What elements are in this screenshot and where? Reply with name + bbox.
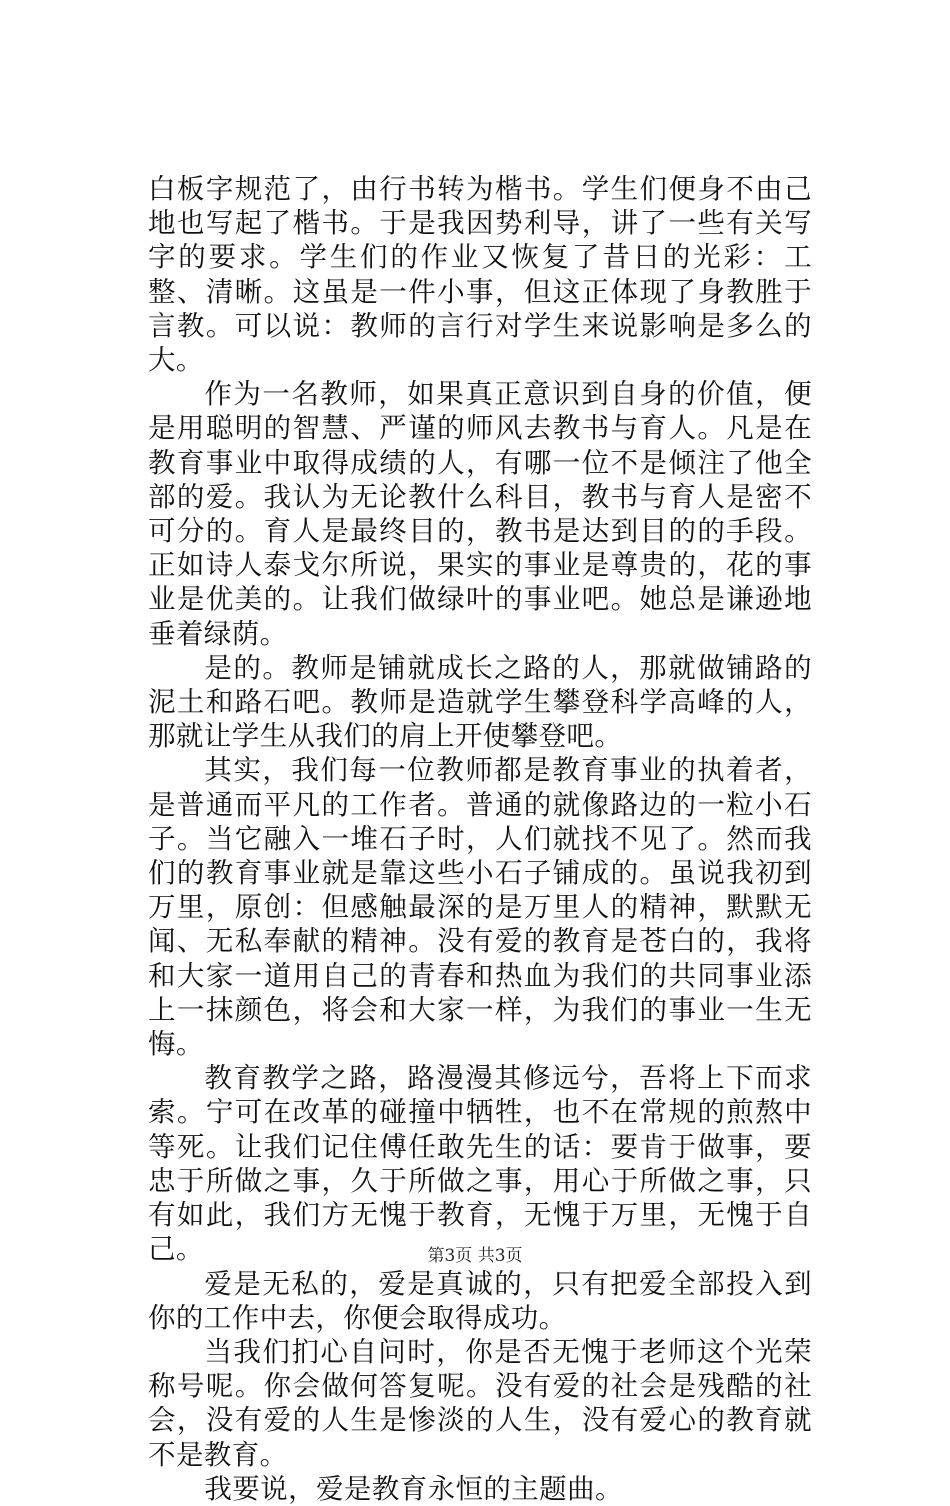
paragraph: 其实，我们每一位教师都是教育事业的执着者，是普通而平凡的工作者。普通的就像路边的一粒小石子。当它融入一堆石子时，人们就找不见了。然而我们的教育事业就是靠这些小石子铺成的。虽说我初到万里，原创：但感触最深的是万里人的精神，默默无闻、无私奉献的精神。没有爱的教育是苍白的，我将和大家一道用自己的青春和热血为我们的共同事业添上一抹颜色，将会和大家一样，为我们的事业一生无悔。 (148, 754, 812, 1061)
document-body (148, 172, 812, 1506)
page-number-footer: 第3页 共3页 (427, 1246, 523, 1266)
paragraph: 我要说，爱是教育永恒的主题曲。 (204, 1472, 623, 1505)
paragraph: 爱是无私的，爱是真诚的，只有把爱全部投入到你的工作中去，你便会取得成功。 (148, 1267, 812, 1334)
paragraph: 教育教学之路，路漫漫其修远兮，吾将上下而求索。宁可在改革的碰撞中牺牲，也不在常规的煎熬中等死。让我们记住傅任敢先生的话：要肯于做事，要忠于所做之事，久于所做之事，用心于所做之事，只有如此，我们方无愧于教育，无愧于万里，无愧于自己。 (148, 1062, 812, 1266)
paragraph: 作为一名教师，如果真正意识到自身的价值，便是用聪明的智慧、严谨的师风去教书与育人。凡是在教育事业中取得成绩的人，有哪一位不是倾注了他全部的爱。我认为无论教什么科目，教书与育人是密不可分的。育人是最终目的，教书是达到目的的手段。正如诗人泰戈尔所说，果实的事业是尊贵的，花的事业是优美的。让我们做绿叶的事业吧。她总是谦逊地垂着绿荫。 (148, 378, 812, 650)
paragraph-continued: 白板字规范了，由行书转为楷书。学生们便身不由己地也写起了楷书。于是我因势利导，讲了一些有关写字的要求。学生们的作业又恢复了昔日的光彩：工整、清晰。这虽是一件小事，但这正体现了身教胜于言教。可以说：教师的言行对学生来说影响是多么的大。 (148, 173, 812, 377)
paragraph: 当我们扪心自问时，你是否无愧于老师这个光荣称号呢。你会做何答复呢。没有爱的社会是残酷的社会，没有爱的人生是惨淡的人生，没有爱心的教育就不是教育。 (148, 1335, 812, 1471)
paragraph: 是的。教师是铺就成长之路的人，那就做铺路的泥土和路石吧。教师是造就学生攀登科学高峰的人，那就让学生从我们的肩上开使攀登吧。 (148, 651, 812, 753)
